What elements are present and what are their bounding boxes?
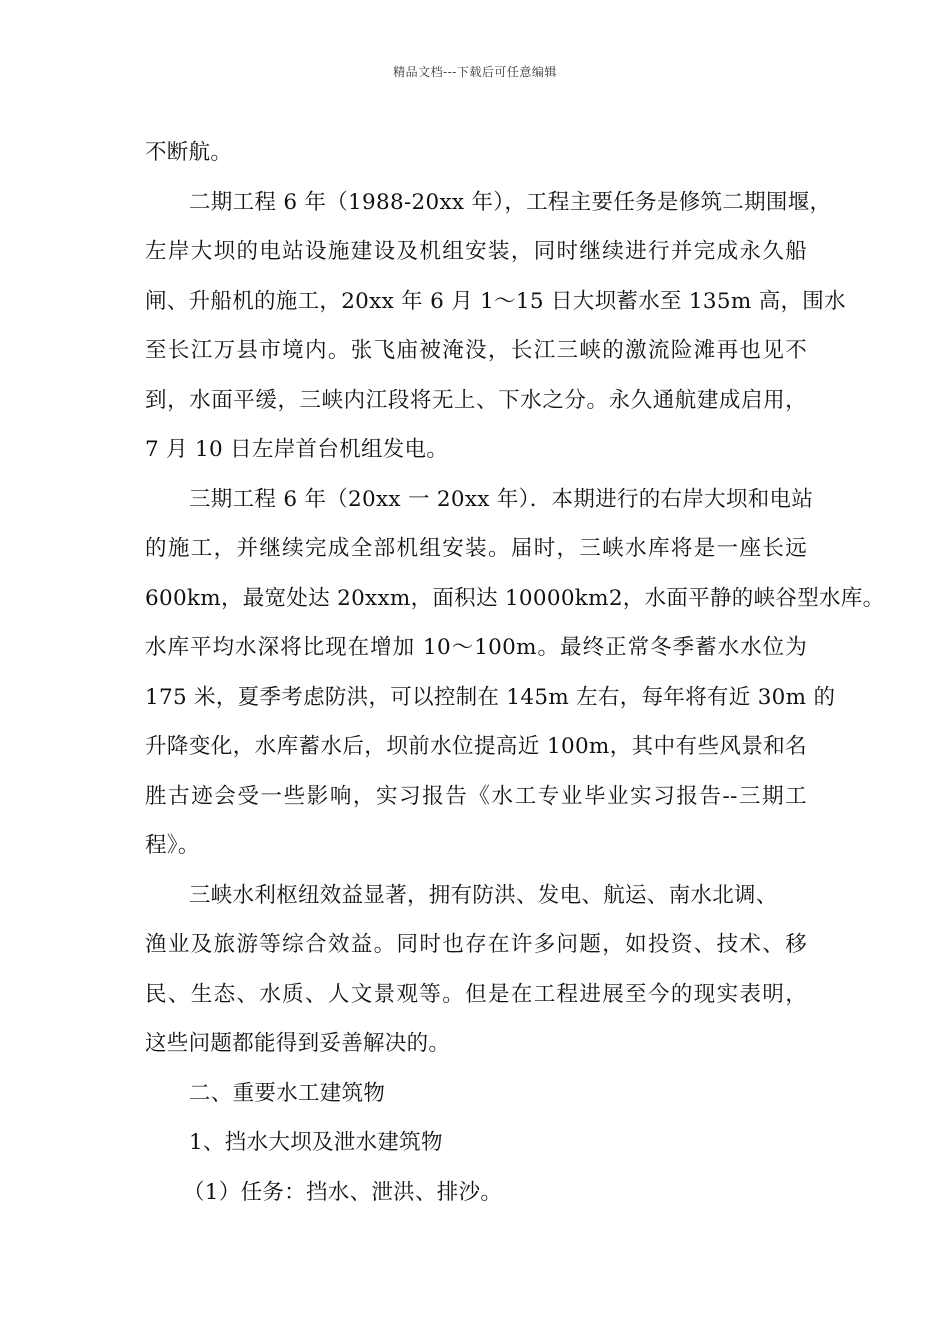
text-line: 175 米，夏季考虑防洪，可以控制在 145m 左右，每年将有近 30m 的 xyxy=(145,684,836,710)
text-line: 胜古迹会受一些影响，实习报告《水工专业毕业实习报告--三期工 xyxy=(145,783,807,809)
text-line: 水库平均水深将比现在增加 10～100m。最终正常冬季蓄水水位为 xyxy=(145,635,807,660)
text-line: 民、生态、水质、人文景观等。但是在工程进展至今的现实表明， xyxy=(145,981,807,1007)
page-header: 精品文档---下载后可任意编辑 xyxy=(393,65,557,79)
text-line: 不断航。 xyxy=(145,140,233,165)
document-body xyxy=(145,128,885,1217)
text-line: 600km，最宽处达 20xxm，面积达 10000km2，水面平静的峡谷型水库。 xyxy=(145,585,885,611)
text-line: 二期工程 6 年（1988-20xx 年），工程主要任务是修筑二期围堰， xyxy=(189,189,832,215)
subsection-heading: 1、挡水大坝及泄水建筑物 xyxy=(189,1130,443,1155)
text-line: 至长江万县市境内。张飞庙被淹没，长江三峡的激流险滩再也见不 xyxy=(145,338,807,363)
text-line: 三峡水利枢纽效益显著，拥有防洪、发电、航运、南水北调、 xyxy=(189,882,778,908)
list-item: （1）任务：挡水、泄洪、排沙。 xyxy=(183,1179,503,1205)
section-heading: 二、重要水工建筑物 xyxy=(189,1080,386,1106)
text-line: 升降变化，水库蓄水后，坝前水位提高近 100m，其中有些风景和名 xyxy=(145,734,807,759)
text-line: 7 月 10 日左岸首台机组发电。 xyxy=(145,437,449,462)
text-line: 这些问题都能得到妥善解决的。 xyxy=(145,1031,451,1056)
text-line: 三期工程 6 年（20xx 一 20xx 年）．本期进行的右岸大坝和电站 xyxy=(189,486,814,512)
text-line: 的施工，并继续完成全部机组安装。届时，三峡水库将是一座长远 xyxy=(145,536,807,561)
text-line: 程》。 xyxy=(145,833,200,858)
text-line: 闸、升船机的施工，20xx 年 6 月 1～15 日大坝蓄水至 135m 高，围水 xyxy=(145,288,846,314)
text-line: 渔业及旅游等综合效益。同时也存在许多问题，如投资、技术、移 xyxy=(145,932,807,957)
text-line: 到，水面平缓，三峡内江段将无上、下水之分。永久通航建成启用， xyxy=(145,387,807,413)
text-line: 左岸大坝的电站设施建设及机组安装，同时继续进行并完成永久船 xyxy=(145,239,807,264)
